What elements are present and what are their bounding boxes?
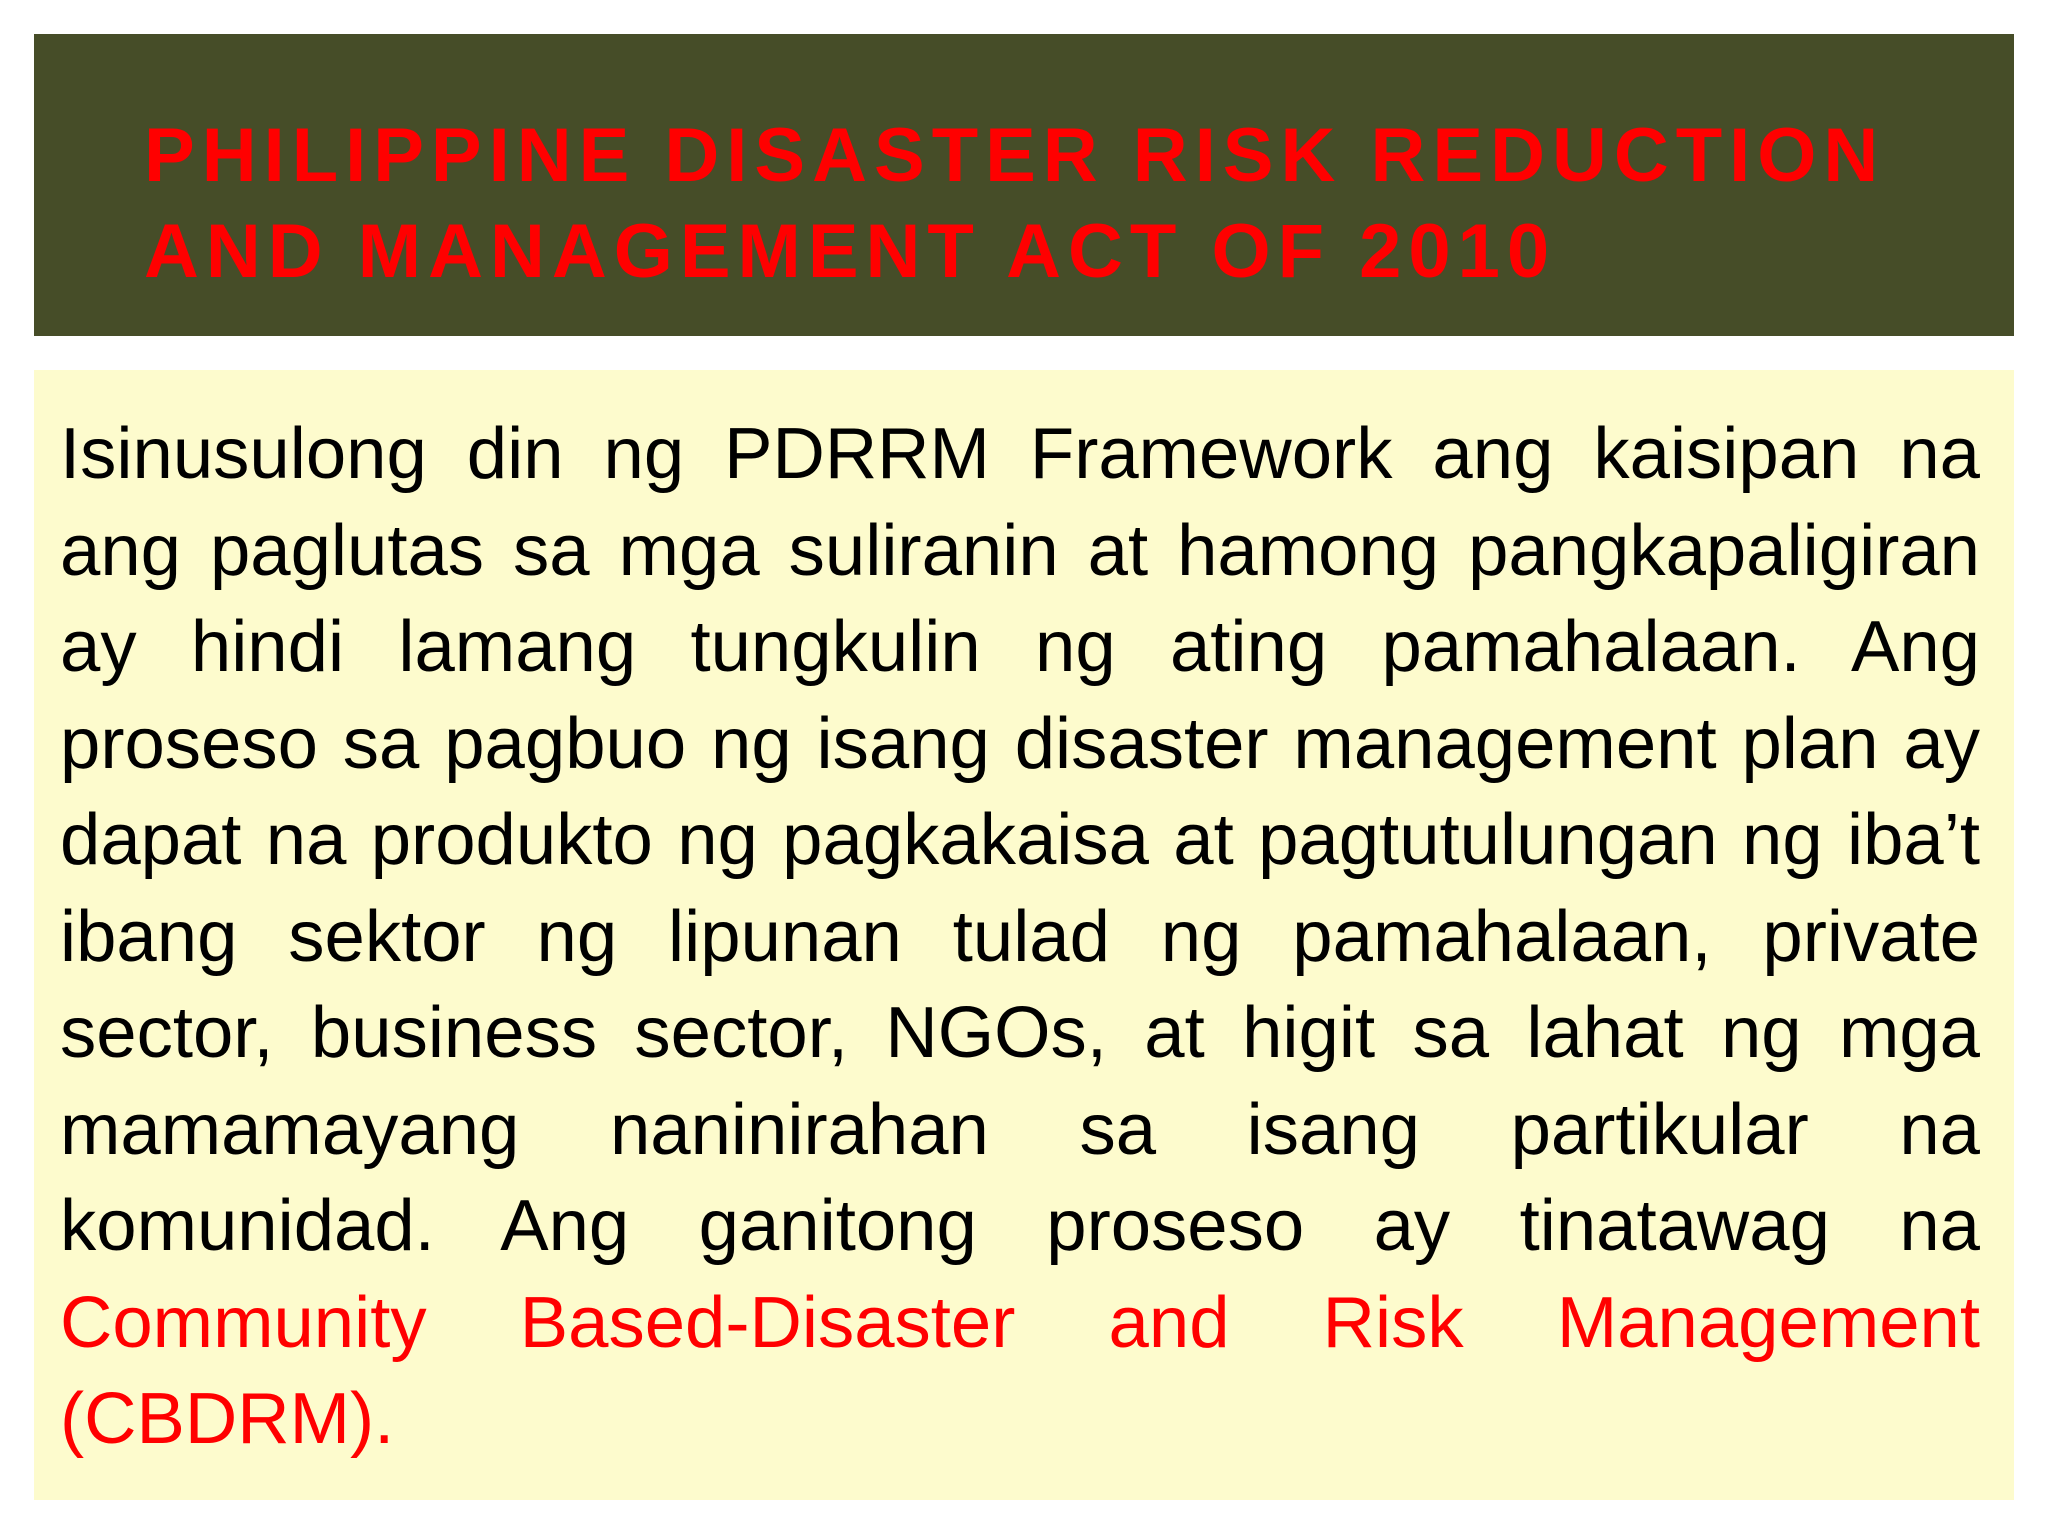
title-line-2: AND MANAGEMENT ACT OF 2010 bbox=[144, 209, 1557, 294]
slide-title bbox=[144, 108, 1954, 300]
title-line-1: PHILIPPINE DISASTER RISK REDUCTION bbox=[144, 113, 1886, 198]
body-text: Isinusulong din ng PDRRM Framework ang kaisipan na ang paglutas sa mga suliranin at hamong pangkapaligiran ay hindi lamang tungkulin ng ating pamahalaan. Ang proseso sa pagbuo ng isang disaster management plan ay dapat na produkto ng pagkakaisa at pagtutulungan ng iba’t ibang sektor ng lipunan tulad ng pamahalaan, private sector, business sector, NGOs, at higit sa lahat ng mga mamamayang naninirahan sa isang partikular na komunidad. Ang ganitong proseso ay tinatawag na bbox=[60, 413, 1980, 1266]
body-paragraph bbox=[60, 406, 1980, 1468]
cbdrm-highlight: Community Based-Disaster and Risk Management (CBDRM). bbox=[60, 1281, 1980, 1459]
content-box bbox=[34, 370, 2014, 1500]
title-banner bbox=[34, 34, 2014, 336]
